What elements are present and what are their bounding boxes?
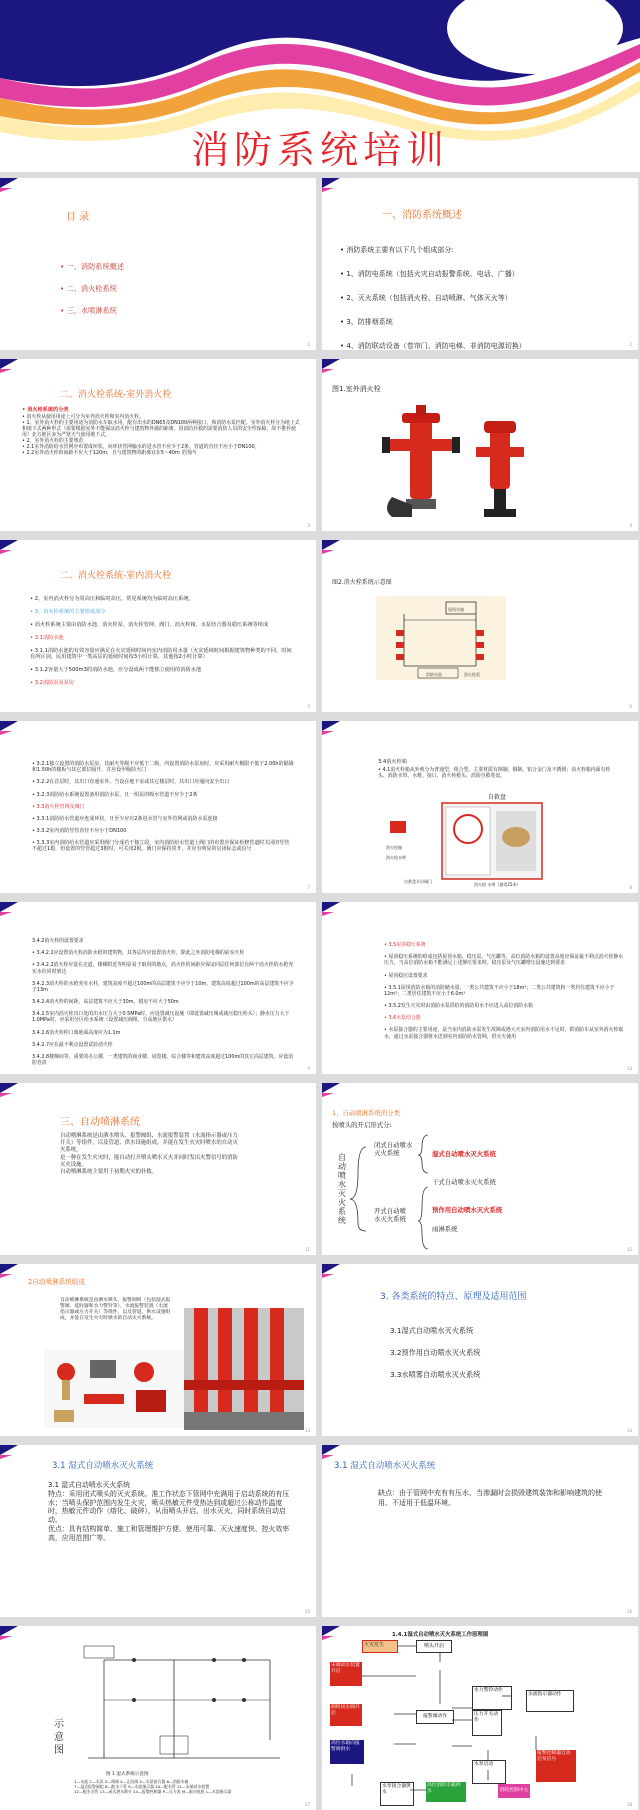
slide-overview (322, 178, 638, 350)
list-item: • 消火栓系统主要由消防水池、消火栓泵、消火栓管网、阀门、消火栓箱、水泵结合器及稳压系统等组成 (30, 622, 269, 629)
list-item: • 3.5.2发生火灾时由消防水泵供给的消防用水不应进入高位消防水箱 (384, 1003, 533, 1010)
slide-title: 二、消火栓系统-室内消火栓 (60, 571, 172, 581)
corner-stripe-icon (0, 1083, 18, 1093)
toc-list (60, 250, 124, 327)
corner-stripe-icon (0, 731, 12, 735)
slide-pump-room (0, 721, 316, 893)
slide-indoor-hydrant (0, 540, 316, 712)
list-item: 3.4.2.8楼梯间等、重要的办公楼、一类建筑的商业楼、展览楼、综合楼等和建筑高度超过100m的其它高层建筑，应设消防卷盘 (32, 1053, 294, 1066)
list-item: • 消防系统主要有以下几个组成部分: (340, 246, 454, 254)
corner-stripe-icon (322, 731, 334, 735)
slide-body: • 消火栓从使用用途上可分为室外消火栓和室内消火栓。 • 1、室外消火栓的主要用途为消防水车取水用，配有出水的DN65及DN100两种接口，和消防水泵匹配。室外消火栓分为地上式和地下式两种形式（需要根据室外不能保证消火栓与建筑物外墙的距离，因消防扑救的需要消防人员的安全性保障，故不推荐使用）北方地区多为严寒天气使用地下式。 • 2、室外消火栓的主要规范 • 2.1室外消防给水管网应布置成环状，向环状管网输水的进水管不应少于2条，管道的直径不应小于DN100。 • 2.2室外消火栓的间距不应大于120m，且与建筑物的距离宜在5～40m 范围内 (22, 414, 300, 456)
flow-node: 压力开关动作 (472, 1710, 502, 1736)
corner-stripe-icon (0, 1626, 18, 1636)
corner-stripe-icon (322, 550, 334, 554)
list-item: • 3.5屋顶稳压系统 (384, 942, 426, 949)
label-hose-25m: 消火栓 水带（通常25米） (474, 882, 521, 887)
corner-stripe-icon (322, 1264, 340, 1274)
slide-body: 3.1 湿式自动喷水灭火系统 特点：采用闭式喷头的灭火系统。准工作状态下管网中充满用于启动系统的有压水；当喷头保护范围内发生火灾，喷头热敏元件受热达到或超过公称动作温度时，热敏元件动作（熔化、破碎），从而喷头开启，出水灭火，同时系统自动启动。 优点：具有结构简单、施工和管理维护方便、使用可靠、灭火速度快、控火效率高，应用范围广等。 (48, 1481, 290, 1542)
list-item: • 3、消火栓系统的主要组成部分 (30, 609, 106, 616)
slide-figure-1 (322, 359, 638, 531)
corner-stripe-icon (322, 721, 340, 731)
pump-room-photo (184, 1308, 304, 1430)
page-number: 13 (304, 1428, 310, 1433)
flow-node: 高位消防水箱供水 (426, 1782, 466, 1802)
corner-stripe-icon (0, 1636, 12, 1640)
corner-stripe-icon (0, 188, 12, 192)
flowchart-title: 1.4.1湿式自动喷水灭火系统工作原理图 (392, 1632, 489, 1638)
list-item: • 3.5.1屋顶消防水箱的消防储水量，一类公共建筑不应小于18m³；二类公共建筑和一类居住建筑不应小于12m³；二类居住建筑不应小于6.0m³ (384, 984, 615, 997)
slide-body: 缺点：由于管网中充有有压水，当渗漏时会损毁建筑装饰和影响建筑的使用。不适用于低温环境。 (378, 1489, 602, 1507)
corner-stripe-icon (322, 540, 340, 550)
slide-wet-system-2 (322, 1445, 638, 1617)
page-number: 10 (626, 1066, 632, 1071)
wet-system-schematic (74, 1640, 294, 1770)
slide-title: 三、自动喷淋系统 (60, 1117, 140, 1128)
list-item: • 3.6水泵结合器 (384, 1015, 421, 1022)
hydrant-image (372, 399, 552, 524)
corner-stripe-icon (0, 178, 18, 188)
slide-body (384, 936, 624, 1046)
page-number: 7 (307, 885, 310, 890)
label-pump: 消火栓泵 (464, 672, 480, 677)
diagram-title: 自救盘 (488, 794, 507, 801)
slide-body (32, 755, 294, 859)
list-item: • 3.4.2.2消火栓应设在走道、楼梯附近等明显易于取用的地点，消火栓的间距应保证同层任何部位有两个消火栓的水枪充实水柱同时到达 (32, 962, 294, 975)
hydrant-system-diagram (376, 596, 506, 680)
list-item: 3.4.2.7应在最不利点设置试验消火栓 (32, 1041, 113, 1048)
list-item: • 3.1.1消防水池的有效容量应满足在火灾延续时间内室内消防用水量（火灾延续时间根据建筑物种类的不同，时间有所区别。民用建筑中一类高层的延续时间按3小时计算，其他按2小时计算） (30, 647, 292, 661)
slide-sprinkler-classification (322, 1083, 638, 1255)
slide-body (30, 590, 294, 693)
corner-stripe-icon (0, 902, 18, 912)
label-valve: 自救盘开启阀门 (404, 879, 432, 884)
flow-node-label: 火灾发生 (364, 1642, 385, 1648)
label-box: 消火栓箱 (386, 845, 402, 850)
corner-stripe-icon (322, 178, 340, 188)
schematic-legend: 1—水池 2—水泵 3—闸阀 4—止回阀 5—水泵接合器 6—消防水箱 7—湿式报警阀组 8—配水干管 9—水流指示器 10—配水管 11—末端试水装置 12—配水支管 13—闭式洒水喷头 14—报警控制器 P—压力表 M—驱动电机 L—水流指示器 (74, 1779, 232, 1795)
corner-stripe-icon (0, 369, 12, 373)
hydrant-box-diagram (384, 791, 564, 887)
list-item: • 3.1.2容量大于500m3的消防水池，应分设成两个能独立使用的消防水池 (30, 666, 202, 673)
page-number: 17 (304, 1802, 310, 1807)
slide-body (32, 932, 294, 1072)
list-item: 3.4.2.3消火栓的水枪充实水柱，建筑高度不超过100m的高层建筑不应少于10m，建筑高度超过100m的高层建筑不应少于13m (32, 980, 294, 993)
slide-wet-system-1 (0, 1445, 316, 1617)
tree-item: 干式自动喷水灭火系统 (432, 1178, 496, 1186)
page-number: 5 (307, 704, 310, 709)
figure-caption: 图2.消火栓系统示意图 (332, 579, 392, 586)
page-number: 14 (626, 1428, 632, 1433)
list-item: 3.4.2.6消火栓栓口离地面高度应为1.1m (32, 1029, 121, 1036)
flow-node: 水泵启动 (472, 1760, 506, 1784)
corner-stripe-icon (322, 1445, 340, 1455)
list-item: • 3.3消火栓管网及阀门 (32, 803, 85, 810)
corner-stripe-icon (322, 1626, 340, 1636)
list-item: • 水泵接合器的主要用途，是当室内消防水泵发生故障或遇大火室内消防用水不足时，供消防车从室外消火栓取水，通过水泵接合器将水送到室内消防给水管网，供灭火使用 (384, 1027, 624, 1040)
corner-stripe-icon (0, 550, 12, 554)
list-item: • 3.2消防泵及泵房 (30, 679, 75, 686)
list-item: • 屋顶稳压设置要求 (384, 972, 428, 979)
page-number: 6 (629, 704, 632, 709)
corner-stripe-icon (0, 1445, 18, 1455)
components-image (44, 1350, 184, 1428)
corner-stripe-icon (0, 721, 18, 731)
corner-stripe-icon (0, 359, 18, 369)
slide-figure-2 (322, 540, 638, 712)
corner-stripe-icon (322, 1455, 334, 1459)
toc-heading: 目 录 (66, 212, 90, 223)
corner-stripe-icon (0, 912, 12, 916)
tree-item: 雨淋系统 (432, 1225, 458, 1233)
corner-stripe-icon (322, 1636, 334, 1640)
slide-outdoor-hydrant (0, 359, 316, 531)
figure-caption: 图1.室外消火栓 (332, 385, 381, 393)
page-number: 1 (307, 342, 310, 347)
slide-sprinkler-intro (0, 1083, 316, 1255)
schematic-label: 示意图 (54, 1719, 64, 1756)
slide-subtitle: 按喷头的开启形式分: (332, 1121, 392, 1129)
page-number: 12 (626, 1247, 632, 1252)
tree-item: 湿式自动喷水灭火系统 (432, 1150, 496, 1158)
slide-flowchart (322, 1626, 638, 1810)
tree-open: 开式自动喷水灭火系统 (374, 1207, 406, 1223)
corner-stripe-icon (322, 1093, 334, 1097)
slide-title: 3.1 湿式自动喷水灭火系统 (334, 1461, 436, 1471)
corner-stripe-icon (322, 369, 334, 373)
list-item: • 3.3.2室内消防竖管直径不应小于DN100 (32, 828, 127, 835)
corner-stripe-icon (322, 359, 340, 369)
slide-stabilizer (322, 902, 638, 1074)
slide-title: 一、消防系统概述 (382, 210, 462, 221)
list-item: • 3、防排烟系统 (340, 318, 393, 326)
list-item: • 屋顶稳压系统的组成包括屋顶水箱、稳压泵、气压罐等。高位消防水箱的设置高度应保证最不利点消火栓静水压力，当高位消防水箱不能满足上述静压要求时，稳压泵及气压罐增压设施达到要求 (384, 954, 624, 967)
flow-node: 消防控制中心 (498, 1784, 530, 1798)
list-item: • 2、室内消火栓分为常高压和临时高压，常见系统均为临时高压系统。 (30, 596, 194, 603)
toc-item[interactable]: • 一、消防系统概述 (60, 262, 125, 271)
list-item: • 2、灭火系统（包括消火栓、自动喷淋、气体灭火等） (340, 294, 512, 302)
slide-toc (0, 178, 316, 350)
corner-stripe-icon (322, 912, 334, 916)
slide-setting-reqs (0, 902, 316, 1074)
list-item: • 3.2.2在首层时，其出口直通室外。当设在地下室或其它楼层时，其出口应通向安全出口 (32, 779, 230, 786)
toc-item[interactable]: • 三、水喷淋系统 (60, 306, 117, 315)
slide-system-types (322, 1264, 638, 1436)
slide-title: 1、自动喷淋系统的分类 (332, 1109, 400, 1117)
slide-body: • 4.1消火栓箱从外观分为普通型、组合型。主要材质有钢制、铜制、铝合金门及不锈钢；消火栓箱内面有栓头、消防水带、水枪、接口、消火栓枪头、消防自救卷盘。 (378, 767, 611, 779)
tree-root: 自动喷水灭火系统 (338, 1153, 346, 1225)
corner-stripe-icon (322, 188, 334, 192)
slide-title: 3.1 湿式自动喷水灭火系统 (52, 1461, 154, 1471)
flow-node: 水力警铃动作 (472, 1686, 512, 1710)
corner-stripe-icon (322, 1083, 340, 1093)
label-pool: 消防水池 (426, 672, 442, 677)
flow-node: 高位水箱向报警阀供水 (330, 1740, 364, 1764)
slide-title: 3. 各类系统的特点、原理及适用范围 (380, 1292, 527, 1302)
schematic-caption: 图 1 湿式系统示意图 (106, 1772, 149, 1777)
corner-stripe-icon (0, 540, 18, 550)
overview-list (340, 232, 526, 364)
list-item: • 3.4.2.1应设置消火栓消防水枪的建筑物，其各层均应设置消火栓，除此之外消防电梯的前室火栓 (32, 950, 245, 957)
label-hose: 消火栓水带 (386, 855, 406, 860)
flow-node: 喷头开启 (416, 1640, 452, 1653)
slide-body: 自动喷淋系统是由洒水喷头、报警阀组（包括湿式报警阀、延时器和水力警铃等）、水流报警装置（水流指示器或压力开关）等组件，以及管道、供水设施组成，并能在发生火灾时喷水的自动灭火系统。 (60, 1298, 171, 1321)
slide-title: 二、消火栓系统-室外消火栓 (60, 390, 172, 400)
corner-stripe-icon (0, 1093, 12, 1097)
list-item: • 4、消防联动设备（卷帘门、消防电梯、非消防电源切换） (340, 342, 526, 350)
corner-stripe-icon (0, 1264, 18, 1274)
section-heading: • 消火栓系统的分类 (22, 407, 69, 413)
flow-node: 报警阀动作 (416, 1710, 454, 1724)
flow-node: 水流指示器动作 (526, 1690, 574, 1712)
list-item: • 3.2.3消防给水系统设置备用消防水泵，且一组泵的吸水管道不应少于2条 (32, 791, 198, 798)
flow-node: 报警控制器自动启泵信号 (536, 1750, 576, 1782)
section-heading: 3.4消火栓箱 (378, 759, 407, 765)
corner-stripe-icon (322, 902, 340, 912)
cover-slide (0, 0, 640, 172)
toc-item[interactable]: • 二、消火栓系统 (60, 284, 117, 293)
slide-body: 自动喷淋系统是由洒水喷头、报警阀组、水流报警装置（水流指示器或压力开关）等组件，以及管道、供水设施组成，并能在发生火灾时喷水的自动灭火系统。 是一种在发生火灾时，能自动打开喷头喷水灭火并同时发出火警信号的消防灭火设施。 自动喷淋系统主要用于初期火灾的扑救。 (60, 1133, 238, 1176)
types-list (390, 1314, 481, 1391)
page-number: 11 (304, 1247, 310, 1252)
page-number: 8 (629, 885, 632, 890)
corner-stripe-icon (322, 1274, 334, 1278)
page-number: 16 (626, 1609, 632, 1614)
list-item: 3.2预作用自动喷水灭火系统 (390, 1348, 481, 1357)
flow-node: 阀组试水阀开启 (330, 1704, 362, 1726)
list-item: • 3.3.3室内消防给水管道应采用阀门分成若干独立段，室内消防给水管道上阀门的布置应保证检修管道时关闭的竖管不超过1根，但设置的竖管超过3根时，可关闭2根。阀门应保持常开，并应有明显的启闭标志或信号 (32, 840, 290, 853)
cover-title: 消防系统培训 (190, 128, 449, 172)
list-item: • 3.2.1独立设置的消防水泵房，其耐火等级不应低于二级，内设置消防水泵房时，应采用耐火极限不低于2.00h的隔墙和1.50h的楼板与其它部位隔开，并应设甲级防火门 (32, 761, 294, 774)
flow-node: 末端试水装置开启 (330, 1662, 362, 1686)
flow-node: 水泵接合器供水 (380, 1782, 414, 1806)
tree-item: 预作用自动喷水灭火系统 (432, 1206, 503, 1214)
list-item: • 1、消防电系统（包括火灾自动报警系统、电话、广播） (340, 270, 519, 278)
slide-title: 2自动喷淋系统组成 (28, 1278, 85, 1286)
page-number: 3 (307, 523, 310, 528)
slide-schematic (0, 1626, 316, 1810)
page-number: 4 (629, 523, 632, 528)
tree-closed: 闭式自动喷水灭火系统 (374, 1141, 413, 1157)
page-number: 18 (626, 1802, 632, 1807)
list-item: • 3.3.1消防给水管道应连成环状，且至少应有2条进水管与室外管网或消防水泵连接 (32, 815, 218, 822)
list-item: 3.4.2消火栓的设置要求 (32, 938, 84, 945)
slide-hydrant-box (322, 721, 638, 893)
label-tank: 屋顶水箱 (448, 607, 464, 612)
page-number: 2 (629, 342, 632, 347)
list-item: 3.3水喷雾自动喷水灭火系统 (390, 1370, 481, 1379)
corner-stripe-icon (0, 1274, 12, 1278)
corner-stripe-icon (0, 1455, 12, 1459)
list-item: 3.4.2.4消火栓的间距，高层建筑不应大于30m。裙房不应大于50m (32, 999, 179, 1006)
page-number: 15 (304, 1609, 310, 1614)
slide-sprinkler-components (0, 1264, 316, 1436)
list-item: 3.4.2.5室内消火栓出口处的出水压力大于0.5MPa时，应设置减压设施（即设置减压阀或减压稳压栓头）；静水压力大于1.0MPa时，应采用分区给水系统（设置减压阀组、分高地区供水） (32, 1011, 290, 1024)
list-item: • 3.1消防水池 (30, 634, 64, 641)
page-number: 9 (307, 1066, 310, 1071)
list-item: 3.1湿式自动喷水灭火系统 (390, 1326, 474, 1335)
